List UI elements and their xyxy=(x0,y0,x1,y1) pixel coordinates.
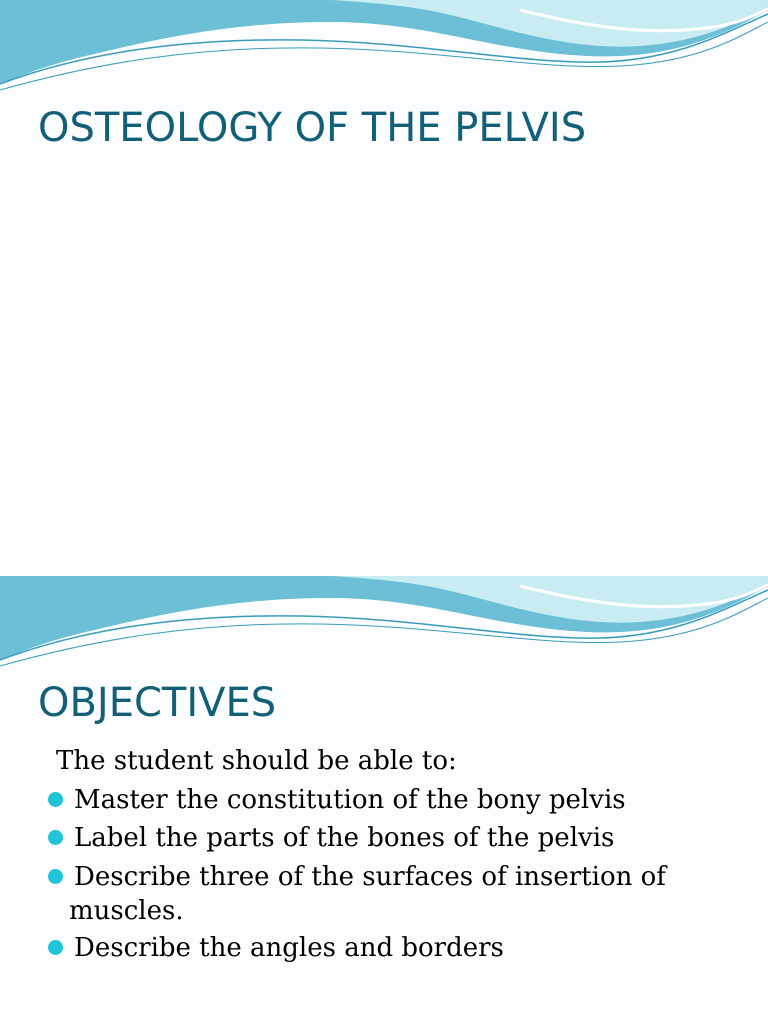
wave-banner-decoration xyxy=(0,576,768,686)
objectives-intro: The student should be able to: xyxy=(56,746,457,776)
list-item xyxy=(48,783,748,817)
list-item xyxy=(48,931,748,965)
list-item-text: Label the parts of the bones of the pelvis xyxy=(74,823,615,853)
list-item xyxy=(48,821,748,855)
circle-bullet-icon xyxy=(48,792,63,807)
list-item-text-continuation: muscles. xyxy=(69,896,184,926)
slide-title-text: OBJECTIVES xyxy=(38,680,277,726)
slide-objectives xyxy=(0,576,768,1024)
list-item-text: Describe three of the surfaces of insertion of xyxy=(74,862,666,892)
list-item xyxy=(48,860,748,928)
list-item-text: Master the constitution of the bony pelvis xyxy=(74,785,626,815)
wave-banner-decoration xyxy=(0,0,768,110)
circle-bullet-icon xyxy=(48,830,63,845)
circle-bullet-icon xyxy=(48,940,63,955)
slide-title-text: OSTEOLOGY OF THE PELVIS xyxy=(38,105,587,151)
circle-bullet-icon xyxy=(48,869,63,884)
list-item-text: Describe the angles and borders xyxy=(74,933,504,963)
